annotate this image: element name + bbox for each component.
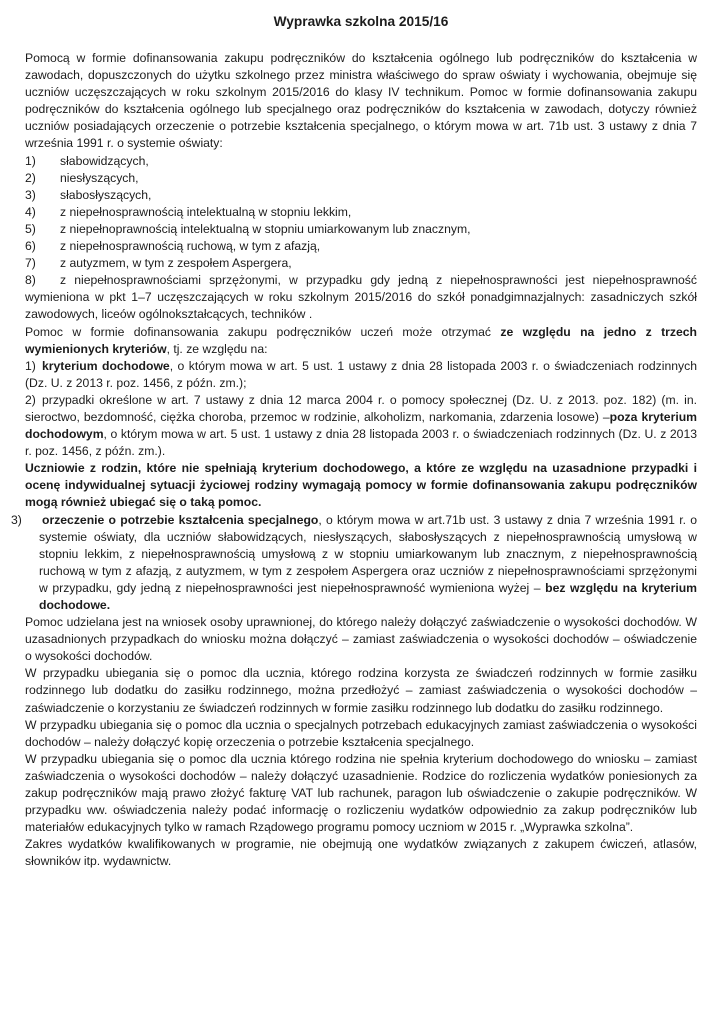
disability-item-2 [25,170,697,187]
disability-item-1 [25,153,697,170]
item-number: 5) [25,221,36,236]
criterion-1 [25,358,697,392]
intro-paragraph: Pomocą w formie dofinansowania zakupu podręczników do kształcenia ogólnego lub podręczników do kształcenia w zawodach, dopuszczonych do użytku szkolnego przez ministra właściwego do spraw oświaty i wychowania, obejmuje się uczniów uczęszczających w roku szkolnym 2015/2016 do klasy IV technikum. Pomoc w formie dofinansowania zakupu podręczników do kształcenia ogólnego lub specjalnego oraz podręczników do kształcenia w zawodach, dotyczy również uczniów posiadających orzeczenie o potrzebie kształcenia specjalnego, o którym mowa w art. 71b ust. 3 ustawy z dnia 7 września 1991 r. o systemie oświaty: [25,51,697,151]
item-number: 7) [25,256,36,271]
criterion-2 [25,392,697,460]
body-paragraph-3: W przypadku ubiegania się o pomoc dla ucznia o specjalnych potrzebach edukacyjnych zamiast zaświadczenia o wysokości dochodów – należy dołączyć kopię orzeczenia o potrzebie kształcenia specjalnego. [25,717,697,749]
item-text: z niepełnosprawnością intelektualną w stopniu lekkim, [60,204,352,219]
criterion-2-tail: , o którym mowa w art. 5 ust. 1 ustawy z dnia 28 listopada 2003 r. o świadczeniach rodzinnych (Dz. U. z 2013 r. poz. 1456, z późn. zm.). [25,427,697,459]
item-text: z niepełnosprawnością ruchową, w tym z afazją, [60,239,321,254]
body-paragraph-4: W przypadku ubiegania się o pomoc dla ucznia którego rodzina nie spełnia kryterium dochodowego do wniosku – zamiast zaświadczenia o wysokości dochodów – należy dołączyć uzasadnienie. Rodzice do rozliczenia wydatków poniesionych za zakup podręczników mają prawo złożyć fakturę VAT lub rachunek, paragon lub oświadczenie o zakupie podręczników. W przypadku ww. oświadczenia należy podać informację o rozliczeniu wydatków odpowiednio za zakup podręczników lub materiałów edukacyjnych tylko w ramach Rządowego programu pomocy uczniom w 2015 r. „Wyprawka szkolna”. [25,751,697,835]
body-paragraph-5: Zakres wydatków kwalifikowanych w programie, nie obejmują one wydatków związanych z zakupem ćwiczeń, atlasów, słowników itp. wydawnictw. [25,837,697,869]
criteria-intro-tail: , tj. ze względu na: [166,341,268,356]
criterion-1-text: , o którym mowa w art. 5 ust. 1 ustawy z dnia 28 listopada 2003 r. o świadczeniach rodzinnych (Dz. U. z 2013 r. poz. 1456, z późn. zm.); [25,358,697,390]
criterion-2-text: przypadki określone w art. 7 ustawy z dnia 12 marca 2004 r. o pomocy społecznej (Dz. U. z 2013. poz. 182) (m. in. sieroctwo, bezdomność, ciężka choroba, przemoc w rodzinie, alkoholizm, narkomania, zdarzenia losowe) – [25,392,697,424]
item-text: niesłyszących, [60,170,139,185]
disability-item-3 [25,187,697,204]
criterion-3 [11,512,697,615]
criteria-intro-text: Pomoc w formie dofinansowania zakupu podręczników uczeń może otrzymać [25,324,501,339]
criterion-3-bold-tail: bez względu na kryterium dochodowe. [39,580,697,612]
criteria-intro [25,324,697,358]
item-number: 2) [25,392,36,407]
body-paragraph-1: Pomoc udzielana jest na wniosek osoby uprawnionej, do którego należy dołączyć zaświadczenie o wysokości dochodów. W uzasadnionych przypadkach do wniosku można dołączyć – zamiast zaświadczenia o wysokości dochodów – oświadczenie o wysokości dochodów. [25,615,697,664]
disability-item-4 [25,204,697,221]
item-text: z niepełnoprawnością intelektualną w stopniu umiarkowanym lub znacznym, [60,221,471,236]
item-text: z niepełnosprawnościami sprzężonymi, w przypadku gdy jedną z niepełnosprawności jest niepełnosprawność wymieniona w pkt 1–7 uczęszczających w roku szkolnym 2015/2016 do szkół ponadgimnazjalnych: zasadniczych szkół zawodowych, liceów ogólnokształcących, techników . [25,273,697,322]
item-text: słabowidzących, [60,153,149,168]
criterion-3-bold: orzeczenie o potrzebie kształcenia specjalnego [42,512,319,527]
item-number: 4) [25,204,36,219]
item-text: z autyzmem, w tym z zespołem Aspergera, [60,256,292,271]
disability-item-5 [25,221,697,238]
item-number: 3) [11,512,22,527]
income-exception-note: Uczniowie z rodzin, które nie spełniają kryterium dochodowego, a które ze względu na uzasadnione przypadki i ocenę indywidualnej sytuacji życiowej rodziny wymagają pomocy w formie dofinansowania zakupu podręczników mogą również ubiegać się o taką pomoc. [25,461,697,510]
document-title: Wyprawka szkolna 2015/16 [273,14,449,29]
item-number: 6) [25,239,36,254]
disability-item-6 [25,238,697,255]
criterion-1-bold: kryterium dochodowe [42,358,170,373]
disability-item-8 [25,272,697,323]
criterion-3-text: , o którym mowa w art.71b ust. 3 ustawy z dnia 7 września 1991 r. o systemie oświaty, dla uczniów słabowidzących, niesłyszących, słabosłyszących z niepełnosprawnością umysłową w stopniu lekkim, z niepełnosprawnością umysłową z w stopniu umiarkowanym lub znacznym, z niepełnosprawnością ruchową w tym z afazją, z autyzmem, w tym z zespołem Aspergera oraz uczniów z niepełnosprawnościami sprzężonymi w przypadku, gdy jedną z niepełnosprawności jest niepełnosprawność wymieniona wyżej – [39,512,697,595]
item-text: słabosłyszących, [60,187,152,202]
item-number: 1) [25,358,36,373]
criteria-intro-bold: ze względu na jedno z trzech wymienionych kryteriów [25,324,697,356]
item-number: 3) [25,187,36,202]
item-number: 2) [25,170,36,185]
item-number: 1) [25,153,36,168]
disability-item-7 [25,255,697,272]
item-number: 8) [25,273,36,288]
criterion-2-bold: poza kryterium dochodowym [25,409,697,442]
body-paragraph-2: W przypadku ubiegania się o pomoc dla ucznia, którego rodzina korzysta ze świadczeń rodzinnych w formie zasiłku rodzinnego lub dodatku do zasiłku rodzinnego, można przedłożyć – zamiast zaświadczenia o wysokości dochodów – zaświadczenie o korzystaniu ze świadczeń rodzinnych w formie zasiłku rodzinnego lub dodatku do zasiłku rodzinnego. [25,666,697,715]
